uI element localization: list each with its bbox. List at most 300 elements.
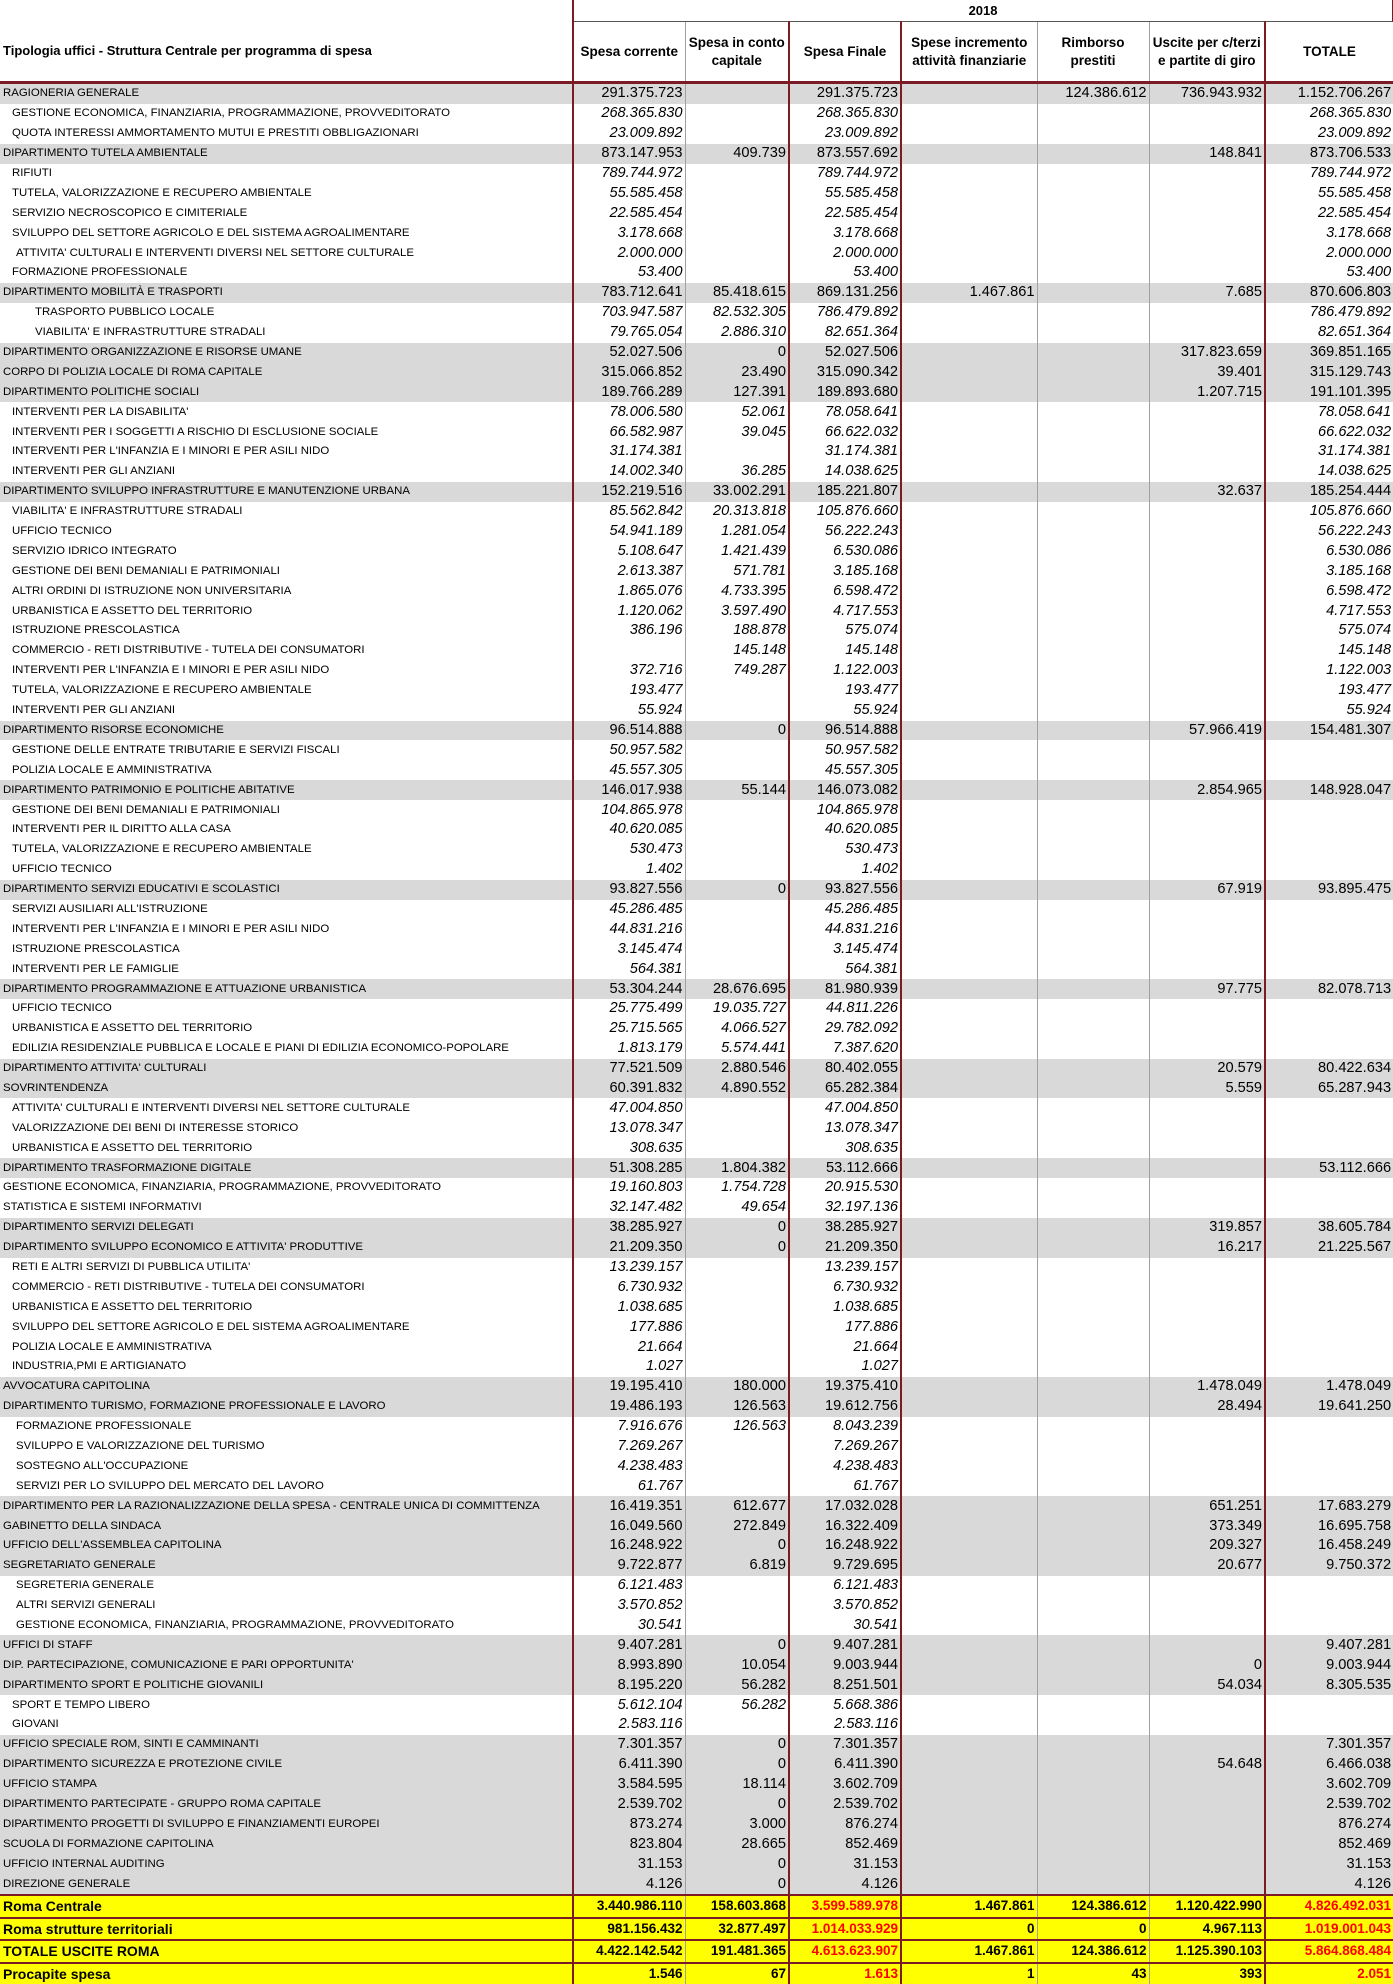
value-cell [1149, 522, 1265, 542]
row-label: DIPARTIMENTO POLITICHE SOCIALI [0, 382, 573, 402]
value-cell [901, 939, 1037, 959]
value-cell: 188.878 [685, 621, 789, 641]
row-label: DIPARTIMENTO RISORSE ECONOMICHE [0, 721, 573, 741]
value-cell [901, 343, 1037, 363]
value-cell [1037, 1238, 1149, 1258]
value-cell: 2.539.702 [789, 1795, 901, 1815]
value-cell: 1.038.685 [789, 1297, 901, 1317]
row-label: TRASPORTO PUBBLICO LOCALE [0, 303, 573, 323]
program-row [0, 1178, 1393, 1198]
program-row [0, 1337, 1393, 1357]
value-cell: 22.585.454 [573, 203, 685, 223]
value-cell [1149, 1735, 1265, 1755]
value-cell: 373.349 [1149, 1516, 1265, 1536]
value-cell: 315.129.743 [1265, 362, 1393, 382]
value-cell [1149, 1456, 1265, 1476]
department-row [0, 1854, 1393, 1874]
total-value-cell: 1 [901, 1963, 1037, 1984]
value-cell [901, 1476, 1037, 1496]
value-cell: 54.034 [1149, 1675, 1265, 1695]
value-cell: 56.282 [685, 1695, 789, 1715]
header-incremento-attivita: Spese incremento attività finanziarie [901, 22, 1037, 83]
total-value-cell: 1.014.033.929 [789, 1918, 901, 1941]
value-cell [685, 939, 789, 959]
value-cell [901, 1854, 1037, 1874]
value-cell [1149, 1258, 1265, 1278]
value-cell: 21.209.350 [573, 1238, 685, 1258]
value-cell: 1.754.728 [685, 1178, 789, 1198]
header-spesa-conto-capitale: Spesa in conto capitale [685, 22, 789, 83]
department-row [0, 1397, 1393, 1417]
value-cell: 6.466.038 [1265, 1755, 1393, 1775]
value-cell: 876.274 [1265, 1814, 1393, 1834]
value-cell: 1.467.861 [901, 283, 1037, 303]
value-cell [901, 979, 1037, 999]
row-label: DIPARTIMENTO SERVIZI DELEGATI [0, 1218, 573, 1238]
value-cell [1037, 1118, 1149, 1138]
value-cell: 85.562.842 [573, 502, 685, 522]
value-cell [901, 1536, 1037, 1556]
value-cell: 4.126 [789, 1874, 901, 1895]
program-row [0, 860, 1393, 880]
value-cell [1149, 1616, 1265, 1636]
value-cell: 19.195.410 [573, 1377, 685, 1397]
row-label: DIPARTIMENTO PER LA RAZIONALIZZAZIONE DELLA SPESA - CENTRALE UNICA DI COMMITTENZA [0, 1496, 573, 1516]
program-row [0, 243, 1393, 263]
row-label: DIPARTIMENTO PROGETTI DI SVILUPPO E FINANZIAMENTI EUROPEI [0, 1814, 573, 1834]
value-cell [1265, 1437, 1393, 1457]
department-row [0, 1635, 1393, 1655]
row-label: SOSTEGNO ALL'OCCUPAZIONE [0, 1456, 573, 1476]
row-label: SCUOLA DI FORMAZIONE CAPITOLINA [0, 1834, 573, 1854]
value-cell [901, 323, 1037, 343]
value-cell [685, 124, 789, 144]
value-cell [901, 203, 1037, 223]
total-row [0, 1918, 1393, 1941]
value-cell [685, 760, 789, 780]
value-cell: 3.178.668 [1265, 223, 1393, 243]
header-rimborso-prestiti: Rimborso prestiti [1037, 22, 1149, 83]
value-cell: 3.178.668 [573, 223, 685, 243]
value-cell [901, 1516, 1037, 1536]
program-row [0, 1277, 1393, 1297]
value-cell: 789.744.972 [1265, 164, 1393, 184]
value-cell: 1.402 [573, 860, 685, 880]
value-cell: 56.222.243 [1265, 522, 1393, 542]
value-cell: 47.004.850 [573, 1098, 685, 1118]
value-cell: 319.857 [1149, 1218, 1265, 1238]
value-cell: 5.612.104 [573, 1695, 685, 1715]
value-cell [1149, 1576, 1265, 1596]
value-cell: 80.402.055 [789, 1059, 901, 1079]
value-cell [901, 1695, 1037, 1715]
value-cell: 10.054 [685, 1655, 789, 1675]
value-cell: 736.943.932 [1149, 83, 1265, 104]
value-cell: 2.539.702 [573, 1795, 685, 1815]
program-row [0, 939, 1393, 959]
value-cell [901, 621, 1037, 641]
department-row [0, 1795, 1393, 1815]
value-cell [685, 223, 789, 243]
program-row [0, 1317, 1393, 1337]
total-value-cell: 191.481.365 [685, 1940, 789, 1963]
value-cell: 180.000 [685, 1377, 789, 1397]
program-row [0, 1198, 1393, 1218]
value-cell: 36.285 [685, 462, 789, 482]
value-cell: 2.583.116 [573, 1715, 685, 1735]
row-label: INTERVENTI PER L'INFANZIA E I MINORI E PER ASILI NIDO [0, 919, 573, 939]
value-cell: 96.514.888 [573, 721, 685, 741]
row-label: DIPARTIMENTO TUTELA AMBIENTALE [0, 144, 573, 164]
department-row [0, 382, 1393, 402]
value-cell [1265, 1198, 1393, 1218]
value-cell: 4.126 [573, 1874, 685, 1895]
value-cell: 127.391 [685, 382, 789, 402]
value-cell: 317.823.659 [1149, 343, 1265, 363]
value-cell [685, 243, 789, 263]
program-row [0, 641, 1393, 661]
value-cell [1037, 1397, 1149, 1417]
value-cell [1149, 1337, 1265, 1357]
value-cell [1037, 919, 1149, 939]
program-row [0, 1118, 1393, 1138]
value-cell [1037, 263, 1149, 283]
value-cell [1037, 1297, 1149, 1317]
value-cell: 14.002.340 [573, 462, 685, 482]
value-cell [1037, 104, 1149, 124]
value-cell: 80.422.634 [1265, 1059, 1393, 1079]
value-cell [901, 1437, 1037, 1457]
value-cell [685, 1715, 789, 1735]
row-label: VIABILITA' E INFRASTRUTTURE STRADALI [0, 502, 573, 522]
value-cell: 82.078.713 [1265, 979, 1393, 999]
value-cell: 5.574.441 [685, 1039, 789, 1059]
program-row [0, 462, 1393, 482]
value-cell [1149, 601, 1265, 621]
value-cell [1265, 919, 1393, 939]
value-cell: 9.407.281 [573, 1635, 685, 1655]
value-cell [1037, 1337, 1149, 1357]
program-row [0, 183, 1393, 203]
value-cell: 7.269.267 [789, 1437, 901, 1457]
value-cell: 154.481.307 [1265, 721, 1393, 741]
row-label: DIPARTIMENTO SVILUPPO INFRASTRUTTURE E MANUTENZIONE URBANA [0, 482, 573, 502]
row-label: DIPARTIMENTO TRASFORMAZIONE DIGITALE [0, 1158, 573, 1178]
value-cell [901, 1814, 1037, 1834]
value-cell [901, 1019, 1037, 1039]
value-cell [1149, 681, 1265, 701]
value-cell: 177.886 [573, 1317, 685, 1337]
value-cell [1037, 1814, 1149, 1834]
value-cell [685, 1297, 789, 1317]
value-cell: 530.473 [573, 840, 685, 860]
value-cell [1037, 1616, 1149, 1636]
row-label: URBANISTICA E ASSETTO DEL TERRITORIO [0, 1297, 573, 1317]
value-cell: 33.002.291 [685, 482, 789, 502]
value-cell: 3.602.709 [789, 1775, 901, 1795]
value-cell [1037, 800, 1149, 820]
value-cell: 38.605.784 [1265, 1218, 1393, 1238]
value-cell [1265, 900, 1393, 920]
value-cell [1037, 422, 1149, 442]
value-cell: 146.073.082 [789, 780, 901, 800]
value-cell [1149, 1357, 1265, 1377]
value-cell [685, 701, 789, 721]
value-cell [685, 1596, 789, 1616]
value-cell: 0 [685, 1735, 789, 1755]
program-row [0, 104, 1393, 124]
department-row [0, 343, 1393, 363]
value-cell: 32.147.482 [573, 1198, 685, 1218]
value-cell [901, 144, 1037, 164]
value-cell [901, 124, 1037, 144]
program-row [0, 760, 1393, 780]
row-label: GESTIONE DEI BENI DEMANIALI E PATRIMONIALI [0, 800, 573, 820]
program-row [0, 1297, 1393, 1317]
total-row [0, 1895, 1393, 1918]
value-cell: 145.148 [685, 641, 789, 661]
total-value-cell: 4.422.142.542 [573, 1940, 685, 1963]
row-label: RAGIONERIA GENERALE [0, 83, 573, 104]
value-cell [1037, 999, 1149, 1019]
value-cell: 651.251 [1149, 1496, 1265, 1516]
value-cell [1037, 721, 1149, 741]
program-row [0, 1258, 1393, 1278]
value-cell: 1.027 [573, 1357, 685, 1377]
value-cell: 19.035.727 [685, 999, 789, 1019]
row-label: URBANISTICA E ASSETTO DEL TERRITORIO [0, 1138, 573, 1158]
total-value-cell: 124.386.612 [1037, 1940, 1149, 1963]
value-cell [901, 522, 1037, 542]
value-cell: 8.251.501 [789, 1675, 901, 1695]
value-cell: 55.585.458 [789, 183, 901, 203]
value-cell: 14.038.625 [1265, 462, 1393, 482]
value-cell: 20.677 [1149, 1556, 1265, 1576]
value-cell [1037, 959, 1149, 979]
value-cell [1037, 442, 1149, 462]
value-cell [1265, 760, 1393, 780]
value-cell: 55.924 [573, 701, 685, 721]
value-cell [1149, 1775, 1265, 1795]
value-cell: 53.304.244 [573, 979, 685, 999]
value-cell [1265, 1417, 1393, 1437]
value-cell [901, 1576, 1037, 1596]
total-value-cell: 5.864.868.484 [1265, 1940, 1393, 1963]
value-cell: 55.585.458 [1265, 183, 1393, 203]
value-cell: 7.269.267 [573, 1437, 685, 1457]
value-cell [685, 1337, 789, 1357]
value-cell [1149, 860, 1265, 880]
value-cell: 1.027 [789, 1357, 901, 1377]
value-cell [1265, 1019, 1393, 1039]
value-cell: 53.112.666 [789, 1158, 901, 1178]
value-cell [1149, 1277, 1265, 1297]
value-cell [1037, 1874, 1149, 1895]
value-cell: 9.003.944 [1265, 1655, 1393, 1675]
value-cell: 189.766.289 [573, 382, 685, 402]
value-cell [901, 721, 1037, 741]
program-row [0, 164, 1393, 184]
value-cell: 6.819 [685, 1556, 789, 1576]
value-cell: 39.401 [1149, 362, 1265, 382]
value-cell: 126.563 [685, 1417, 789, 1437]
value-cell [685, 1476, 789, 1496]
value-cell [901, 1098, 1037, 1118]
total-value-cell: 1.613 [789, 1963, 901, 1984]
value-cell: 0 [1149, 1655, 1265, 1675]
value-cell: 7.301.357 [789, 1735, 901, 1755]
value-cell [901, 1675, 1037, 1695]
program-row [0, 900, 1393, 920]
value-cell [1149, 1635, 1265, 1655]
value-cell: 8.195.220 [573, 1675, 685, 1695]
row-label: CORPO DI POLIZIA LOCALE DI ROMA CAPITALE [0, 362, 573, 382]
value-cell: 3.178.668 [789, 223, 901, 243]
value-cell: 38.285.927 [573, 1218, 685, 1238]
total-value-cell: 1.125.390.103 [1149, 1940, 1265, 1963]
value-cell: 0 [685, 1854, 789, 1874]
value-cell: 19.160.803 [573, 1178, 685, 1198]
value-cell [1149, 502, 1265, 522]
value-cell [901, 223, 1037, 243]
total-label: TOTALE USCITE ROMA [0, 1940, 573, 1963]
value-cell: 0 [685, 1238, 789, 1258]
value-cell: 152.219.516 [573, 482, 685, 502]
value-cell: 372.716 [573, 661, 685, 681]
value-cell [1037, 223, 1149, 243]
value-cell [1149, 1476, 1265, 1496]
value-cell: 2.000.000 [789, 243, 901, 263]
value-cell: 4.126 [1265, 1874, 1393, 1895]
value-cell: 1.421.439 [685, 541, 789, 561]
value-cell [1149, 1795, 1265, 1815]
value-cell [1037, 1198, 1149, 1218]
value-cell: 31.174.381 [789, 442, 901, 462]
value-cell: 14.038.625 [789, 462, 901, 482]
value-cell [901, 1775, 1037, 1795]
value-cell: 852.469 [789, 1834, 901, 1854]
value-cell [901, 303, 1037, 323]
value-cell [1149, 422, 1265, 442]
value-cell: 2.613.387 [573, 561, 685, 581]
value-cell [1265, 1258, 1393, 1278]
value-cell: 7.685 [1149, 283, 1265, 303]
value-cell [901, 1337, 1037, 1357]
value-cell: 8.305.535 [1265, 1675, 1393, 1695]
value-cell [1149, 1417, 1265, 1437]
total-value-cell: 393 [1149, 1963, 1265, 1984]
row-label: GABINETTO DELLA SINDACA [0, 1516, 573, 1536]
value-cell: 209.327 [1149, 1536, 1265, 1556]
value-cell [1037, 1417, 1149, 1437]
value-cell [1037, 760, 1149, 780]
total-value-cell: 124.386.612 [1037, 1895, 1149, 1918]
value-cell: 61.767 [789, 1476, 901, 1496]
program-row [0, 621, 1393, 641]
row-label: SEGRETERIA GENERALE [0, 1576, 573, 1596]
value-cell: 44.831.216 [573, 919, 685, 939]
value-cell: 145.148 [1265, 641, 1393, 661]
row-label: DIPARTIMENTO PATRIMONIO E POLITICHE ABITATIVE [0, 780, 573, 800]
department-row [0, 1556, 1393, 1576]
value-cell: 571.781 [685, 561, 789, 581]
total-value-cell: 67 [685, 1963, 789, 1984]
value-cell: 6.121.483 [789, 1576, 901, 1596]
program-row [0, 1417, 1393, 1437]
value-cell: 4.890.552 [685, 1079, 789, 1099]
value-cell: 6.411.390 [573, 1755, 685, 1775]
value-cell: 16.322.409 [789, 1516, 901, 1536]
value-cell [901, 1556, 1037, 1576]
value-cell [1149, 661, 1265, 681]
value-cell [1265, 740, 1393, 760]
value-cell: 789.744.972 [573, 164, 685, 184]
value-cell [901, 402, 1037, 422]
total-value-cell: 0 [901, 1918, 1037, 1941]
row-label: SERVIZI PER LO SVILUPPO DEL MERCATO DEL LAVORO [0, 1476, 573, 1496]
value-cell: 2.539.702 [1265, 1795, 1393, 1815]
value-cell: 3.570.852 [789, 1596, 901, 1616]
column-header-row [0, 22, 1393, 83]
value-cell [901, 422, 1037, 442]
value-cell [1037, 1735, 1149, 1755]
value-cell [901, 1118, 1037, 1138]
value-cell [1265, 1317, 1393, 1337]
value-cell: 82.532.305 [685, 303, 789, 323]
value-cell: 783.712.641 [573, 283, 685, 303]
value-cell: 93.827.556 [789, 880, 901, 900]
program-row [0, 1437, 1393, 1457]
program-row [0, 1695, 1393, 1715]
value-cell [1037, 880, 1149, 900]
value-cell: 4.066.527 [685, 1019, 789, 1039]
value-cell: 1.478.049 [1265, 1377, 1393, 1397]
value-cell: 20.579 [1149, 1059, 1265, 1079]
value-cell [1037, 601, 1149, 621]
value-cell: 28.676.695 [685, 979, 789, 999]
value-cell [685, 959, 789, 979]
row-label: DIPARTIMENTO PROGRAMMAZIONE E ATTUAZIONE URBANISTICA [0, 979, 573, 999]
value-cell: 23.009.892 [1265, 124, 1393, 144]
value-cell [901, 502, 1037, 522]
value-cell: 78.058.641 [1265, 402, 1393, 422]
value-cell [901, 601, 1037, 621]
value-cell: 1.122.003 [789, 661, 901, 681]
value-cell [1037, 860, 1149, 880]
value-cell [901, 860, 1037, 880]
value-cell [1037, 323, 1149, 343]
value-cell: 19.486.193 [573, 1397, 685, 1417]
total-value-cell: 32.877.497 [685, 1918, 789, 1941]
value-cell [1265, 860, 1393, 880]
department-row [0, 83, 1393, 104]
total-value-cell: 0 [1037, 1918, 1149, 1941]
value-cell [1037, 1258, 1149, 1278]
value-cell: 9.750.372 [1265, 1556, 1393, 1576]
total-row [0, 1940, 1393, 1963]
value-cell [1149, 1039, 1265, 1059]
value-cell: 44.831.216 [789, 919, 901, 939]
value-cell: 2.000.000 [1265, 243, 1393, 263]
row-label: INTERVENTI PER LA DISABILITA' [0, 402, 573, 422]
value-cell [1037, 402, 1149, 422]
total-value-cell: 1.546 [573, 1963, 685, 1984]
value-cell: 28.665 [685, 1834, 789, 1854]
department-row [0, 1377, 1393, 1397]
value-cell [1037, 164, 1149, 184]
value-cell [1265, 840, 1393, 860]
total-value-cell: 4.613.623.907 [789, 1940, 901, 1963]
